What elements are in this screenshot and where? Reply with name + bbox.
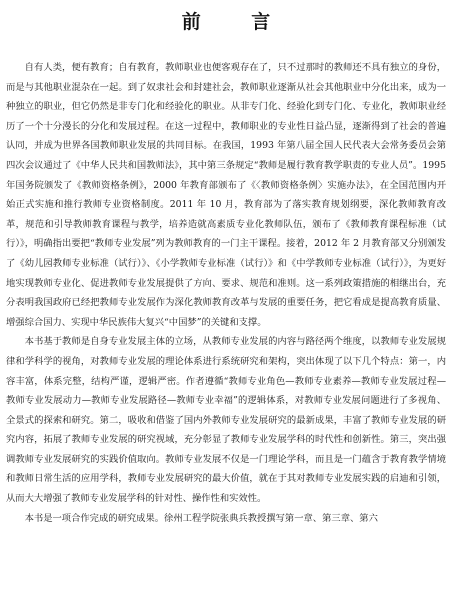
page-title: 前 言 bbox=[181, 11, 293, 33]
paragraph-1: 自有人类，便有教育；自有教育，教师职业也便客观存在了，只不过那时的教师还不具有独立的身份，而是与其他职业混杂在一起。到了奴隶社会和封建社会，教师职业逐渐从社会其他职业中分化出来，成为一种独立的职业，但它仍然是非专门化和经验化的职业。从非专门化、经验化到专门化、专业化，教师职业经历了一个十分漫长的分化和发展过程。在这一过程中，教师职业的专业性日益凸显，逐渐得到了社会的普遍认同，并成为世界各国教师职业发展的共同目标。在我国，1993 年第八届全国人民代表大会常务委员会第四次会议通过了《中华人民共和国教师法》，其中第三条规定“教师是履行教育教学职责的专业人员”。1995 年国务院颁发了《教师资格条例》，2000 年教育部颁布了《〈教师资格条例〉实施办法》，在全国范围内开始正式实施和推行教师专业资格制度。2011 年 10 月，教育部为了落实教育规划纲要，深化教师教育改革，规范和引导教师教育课程与教学，培养造就高素质专业化教师队伍，颁布了《教师教育课程标准（试行）》，明确指出要把“教师专业发展”列为教师教育的一门主干课程。接着，2012 年 2 月教育部又分别颁发了《幼儿园教师专业标准（试行）》、《小学教师专业标准（试行）》和《中学教师专业标准（试行）》，为更好地实现教师专业化、促进教师专业发展提供了方向、要求、规范和准则。这一系列政策措施的相继出台，充分表明我国政府已经把教师专业发展作为深化教师教育改革与发展的重要任务，把它看成是提高教育质量、增强综合国力、实现中华民族伟大复兴“中国梦”的关键和支撑。 bbox=[6, 62, 446, 328]
paragraph-2: 本书基于教师是自身专业发展主体的立场，从教师专业发展的内容与路径两个维度，以教师专业发展规律和学科学的视角，对教师专业发展的理论体系进行系统研究和架构，突出体现了以下几个特点：第一，内容丰富，体系完整，结构严谨，逻辑严密。作者遵循“教师专业角色—教师专业素养—教师专业发展过程—教师专业发展动力—教师专业发展路径—教师专业幸福”的逻辑体系，对教师专业发展问题进行了多视角、全景式的探索和研究。第二，吸收和借鉴了国内外教师专业发展研究的最新成果，丰富了教师专业发展的研究内容，拓展了教师专业发展的研究视域，充分彰显了教师专业发展学科的时代性和创新性。第三，突出强调教师专业发展研究的实践价值取向。教师专业发展不仅是一门理论学科，而且是一门蕴含于教育教学情境和教师日常生活的应用学科，教师专业发展研究的最大价值，就在于其对教师专业发展实践的启迪和引领，从而大大增强了教师专业发展学科的针对性、操作性和实效性。 bbox=[6, 336, 446, 505]
body-text bbox=[6, 58, 446, 528]
paragraph-3: 本书是一项合作完成的研究成果。徐州工程学院张典兵教授撰写第一章、第三章、第六 bbox=[24, 512, 378, 524]
